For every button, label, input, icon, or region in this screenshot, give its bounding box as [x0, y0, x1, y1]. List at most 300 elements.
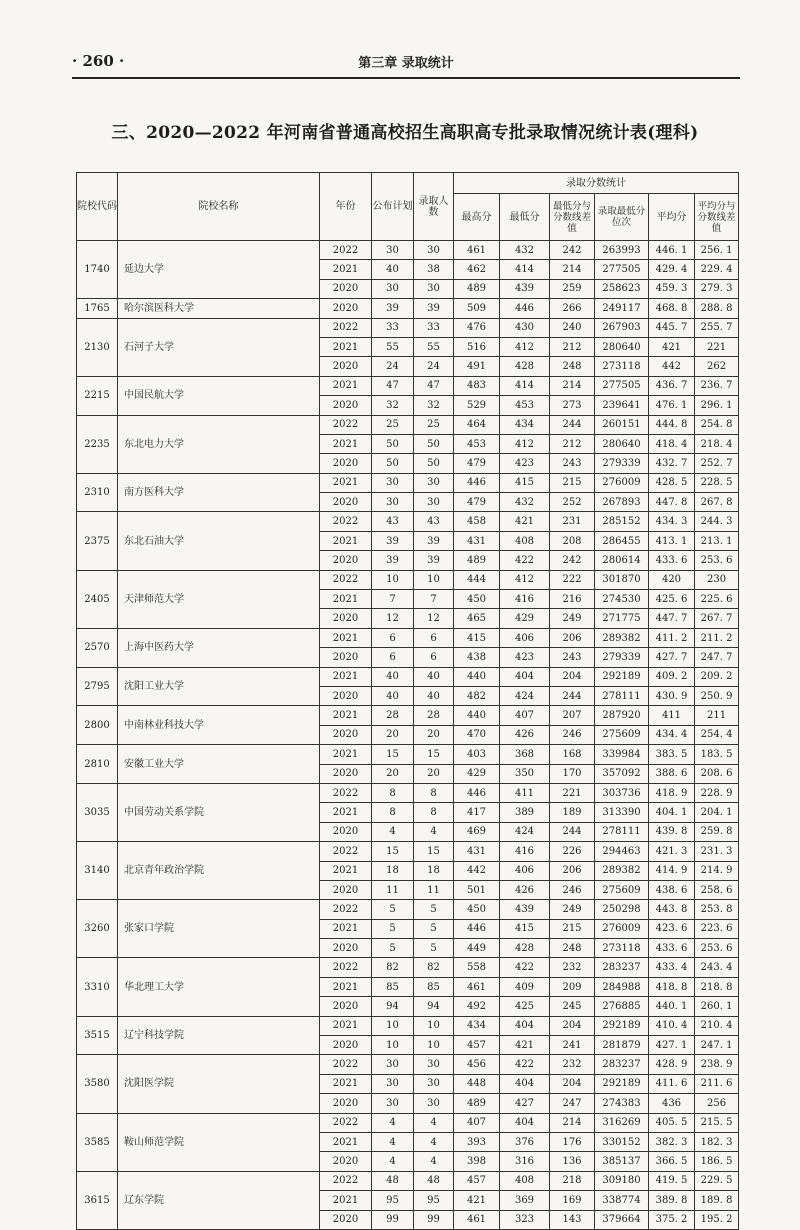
- cell-year: 2021: [320, 1132, 372, 1151]
- cell-avg-diff: 255. 7: [695, 318, 739, 337]
- cell-plan: 39: [372, 299, 414, 318]
- cell-min: 415: [500, 919, 550, 938]
- cell-min: 422: [500, 1055, 550, 1074]
- cell-year: 2021: [320, 1191, 372, 1210]
- cell-min: 368: [500, 745, 550, 764]
- cell-rank: 289382: [595, 628, 649, 647]
- cell-rank: 267903: [595, 318, 649, 337]
- cell-min-diff: 204: [550, 1074, 595, 1093]
- cell-year: 2022: [320, 1113, 372, 1132]
- table-body: [77, 241, 739, 1230]
- cell-admit: 33: [414, 318, 454, 337]
- table-row: [77, 745, 739, 764]
- cell-plan: 99: [372, 1210, 414, 1229]
- cell-year: 2022: [320, 415, 372, 434]
- cell-min-diff: 231: [550, 512, 595, 531]
- cell-max: 398: [454, 1152, 500, 1171]
- cell-plan: 30: [372, 473, 414, 492]
- cell-admit: 39: [414, 299, 454, 318]
- cell-admit: 48: [414, 1171, 454, 1190]
- cell-avg: 418. 8: [649, 977, 695, 996]
- cell-min-diff: 244: [550, 415, 595, 434]
- cell-avg-diff: 211. 6: [695, 1074, 739, 1093]
- cell-avg: 411. 6: [649, 1074, 695, 1093]
- cell-min: 426: [500, 880, 550, 899]
- school-code: 2130: [77, 318, 118, 376]
- cell-max: 431: [454, 842, 500, 861]
- cell-plan: 6: [372, 648, 414, 667]
- cell-admit: 38: [414, 260, 454, 279]
- cell-plan: 40: [372, 686, 414, 705]
- cell-avg: 410. 4: [649, 1016, 695, 1035]
- cell-avg-diff: 260. 1: [695, 997, 739, 1016]
- cell-avg: 433. 4: [649, 958, 695, 977]
- cell-admit: 15: [414, 842, 454, 861]
- table-row: [77, 415, 739, 434]
- cell-admit: 4: [414, 1113, 454, 1132]
- cell-max: 444: [454, 570, 500, 589]
- cell-rank: 260151: [595, 415, 649, 434]
- cell-avg-diff: 267. 8: [695, 493, 739, 512]
- cell-avg: 444. 8: [649, 415, 695, 434]
- school-code: 3035: [77, 783, 118, 841]
- cell-rank: 281879: [595, 1036, 649, 1055]
- cell-rank: 271775: [595, 609, 649, 628]
- cell-rank: 273118: [595, 357, 649, 376]
- cell-min: 408: [500, 531, 550, 550]
- cell-avg-diff: 186. 5: [695, 1152, 739, 1171]
- cell-max: 479: [454, 454, 500, 473]
- cell-avg: 405. 5: [649, 1113, 695, 1132]
- school-code: 2375: [77, 512, 118, 570]
- school-name: 中南林业科技大学: [118, 706, 320, 745]
- table-row: [77, 473, 739, 492]
- school-code: 2235: [77, 415, 118, 473]
- cell-rank: 339984: [595, 745, 649, 764]
- cell-avg-diff: 262: [695, 357, 739, 376]
- cell-plan: 50: [372, 454, 414, 473]
- cell-avg-diff: 228. 9: [695, 783, 739, 802]
- cell-plan: 5: [372, 919, 414, 938]
- cell-min-diff: 273: [550, 396, 595, 415]
- cell-min: 425: [500, 997, 550, 1016]
- table-row: [77, 706, 739, 725]
- school-code: 2570: [77, 628, 118, 667]
- cell-min-diff: 242: [550, 241, 595, 260]
- cell-rank: 277505: [595, 376, 649, 395]
- cell-min-diff: 241: [550, 1036, 595, 1055]
- cell-admit: 5: [414, 900, 454, 919]
- cell-avg: 447. 7: [649, 609, 695, 628]
- cell-max: 449: [454, 939, 500, 958]
- table-row: [77, 299, 739, 318]
- cell-year: 2020: [320, 764, 372, 783]
- school-code: 3580: [77, 1055, 118, 1113]
- cell-rank: 338774: [595, 1191, 649, 1210]
- cell-min-diff: 204: [550, 667, 595, 686]
- cell-admit: 30: [414, 493, 454, 512]
- cell-min-diff: 222: [550, 570, 595, 589]
- cell-min: 421: [500, 512, 550, 531]
- cell-plan: 24: [372, 357, 414, 376]
- cell-admit: 30: [414, 473, 454, 492]
- cell-avg-diff: 210. 4: [695, 1016, 739, 1035]
- cell-max: 529: [454, 396, 500, 415]
- cell-rank: 285152: [595, 512, 649, 531]
- col-header-min-rank: 录取最低分位次: [595, 194, 649, 241]
- cell-admit: 39: [414, 531, 454, 550]
- cell-admit: 30: [414, 1074, 454, 1093]
- school-name: 东北电力大学: [118, 415, 320, 473]
- cell-avg-diff: 218. 8: [695, 977, 739, 996]
- cell-plan: 32: [372, 396, 414, 415]
- cell-avg: 411: [649, 706, 695, 725]
- cell-min: 323: [500, 1210, 550, 1229]
- cell-rank: 239641: [595, 396, 649, 415]
- cell-rank: 294463: [595, 842, 649, 861]
- cell-plan: 82: [372, 958, 414, 977]
- cell-year: 2021: [320, 919, 372, 938]
- school-name: 南方医科大学: [118, 473, 320, 512]
- cell-plan: 12: [372, 609, 414, 628]
- cell-min-diff: 247: [550, 1094, 595, 1113]
- cell-min-diff: 244: [550, 822, 595, 841]
- cell-avg: 414. 9: [649, 861, 695, 880]
- cell-admit: 8: [414, 803, 454, 822]
- table-row: [77, 512, 739, 531]
- cell-admit: 85: [414, 977, 454, 996]
- cell-min: 404: [500, 1113, 550, 1132]
- cell-max: 464: [454, 415, 500, 434]
- cell-min-diff: 221: [550, 783, 595, 802]
- cell-avg-diff: 209. 2: [695, 667, 739, 686]
- cell-avg-diff: 253. 6: [695, 551, 739, 570]
- cell-plan: 6: [372, 628, 414, 647]
- cell-avg-diff: 214. 9: [695, 861, 739, 880]
- cell-min: 423: [500, 648, 550, 667]
- school-name: 沈阳医学院: [118, 1055, 320, 1113]
- cell-max: 450: [454, 590, 500, 609]
- cell-plan: 20: [372, 764, 414, 783]
- cell-min-diff: 215: [550, 919, 595, 938]
- cell-admit: 24: [414, 357, 454, 376]
- cell-plan: 4: [372, 1152, 414, 1171]
- cell-min-diff: 266: [550, 299, 595, 318]
- cell-max: 492: [454, 997, 500, 1016]
- cell-max: 458: [454, 512, 500, 531]
- cell-max: 461: [454, 977, 500, 996]
- cell-year: 2022: [320, 318, 372, 337]
- cell-min: 412: [500, 434, 550, 453]
- cell-plan: 4: [372, 1113, 414, 1132]
- cell-plan: 10: [372, 570, 414, 589]
- cell-avg: 419. 5: [649, 1171, 695, 1190]
- cell-rank: 276009: [595, 473, 649, 492]
- cell-min-diff: 189: [550, 803, 595, 822]
- cell-max: 483: [454, 376, 500, 395]
- school-name: 天津师范大学: [118, 570, 320, 628]
- cell-year: 2020: [320, 822, 372, 841]
- cell-admit: 32: [414, 396, 454, 415]
- cell-min-diff: 245: [550, 997, 595, 1016]
- school-name: 辽东学院: [118, 1171, 320, 1229]
- cell-min-diff: 243: [550, 648, 595, 667]
- school-code: 3515: [77, 1016, 118, 1055]
- cell-min: 350: [500, 764, 550, 783]
- cell-avg: 411. 2: [649, 628, 695, 647]
- cell-admit: 50: [414, 434, 454, 453]
- school-code: 3615: [77, 1171, 118, 1229]
- cell-admit: 82: [414, 958, 454, 977]
- cell-avg: 421: [649, 337, 695, 356]
- cell-plan: 15: [372, 745, 414, 764]
- page-number: · 260 ·: [72, 52, 125, 70]
- cell-min: 432: [500, 241, 550, 260]
- cell-rank: 292189: [595, 1074, 649, 1093]
- cell-plan: 33: [372, 318, 414, 337]
- cell-min-diff: 143: [550, 1210, 595, 1229]
- table-row: [77, 958, 739, 977]
- cell-avg-diff: 243. 4: [695, 958, 739, 977]
- cell-min: 408: [500, 1171, 550, 1190]
- cell-admit: 4: [414, 1132, 454, 1151]
- cell-min: 412: [500, 337, 550, 356]
- cell-admit: 7: [414, 590, 454, 609]
- school-name: 辽宁科技学院: [118, 1016, 320, 1055]
- school-code: 1765: [77, 299, 118, 318]
- cell-max: 407: [454, 1113, 500, 1132]
- cell-rank: 258623: [595, 279, 649, 298]
- cell-year: 2020: [320, 454, 372, 473]
- cell-max: 431: [454, 531, 500, 550]
- cell-avg: 382. 3: [649, 1132, 695, 1151]
- cell-admit: 94: [414, 997, 454, 1016]
- cell-plan: 30: [372, 1094, 414, 1113]
- cell-min-diff: 218: [550, 1171, 595, 1190]
- cell-max: 489: [454, 1094, 500, 1113]
- school-code: 2405: [77, 570, 118, 628]
- cell-min: 404: [500, 1074, 550, 1093]
- cell-avg: 425. 6: [649, 590, 695, 609]
- cell-rank: 277505: [595, 260, 649, 279]
- cell-avg: 421. 3: [649, 842, 695, 861]
- cell-max: 461: [454, 241, 500, 260]
- cell-admit: 4: [414, 1152, 454, 1171]
- cell-plan: 85: [372, 977, 414, 996]
- cell-min-diff: 246: [550, 880, 595, 899]
- cell-min: 414: [500, 260, 550, 279]
- cell-year: 2020: [320, 997, 372, 1016]
- cell-year: 2020: [320, 1094, 372, 1113]
- cell-year: 2021: [320, 531, 372, 550]
- school-code: 3140: [77, 842, 118, 900]
- cell-min: 406: [500, 628, 550, 647]
- school-name: 安徽工业大学: [118, 745, 320, 784]
- cell-plan: 30: [372, 279, 414, 298]
- cell-min-diff: 226: [550, 842, 595, 861]
- school-name: 哈尔滨医科大学: [118, 299, 320, 318]
- cell-max: 415: [454, 628, 500, 647]
- cell-year: 2020: [320, 299, 372, 318]
- cell-min: 423: [500, 454, 550, 473]
- cell-max: 446: [454, 919, 500, 938]
- cell-avg: 440. 1: [649, 997, 695, 1016]
- cell-rank: 303736: [595, 783, 649, 802]
- cell-rank: 292189: [595, 1016, 649, 1035]
- cell-avg-diff: 258. 6: [695, 880, 739, 899]
- cell-year: 2021: [320, 977, 372, 996]
- cell-max: 516: [454, 337, 500, 356]
- cell-admit: 99: [414, 1210, 454, 1229]
- cell-admit: 12: [414, 609, 454, 628]
- cell-min-diff: 214: [550, 376, 595, 395]
- cell-rank: 267893: [595, 493, 649, 512]
- cell-max: 558: [454, 958, 500, 977]
- cell-min-diff: 252: [550, 493, 595, 512]
- cell-year: 2021: [320, 706, 372, 725]
- table-row: [77, 1016, 739, 1035]
- cell-admit: 6: [414, 648, 454, 667]
- cell-min-diff: 240: [550, 318, 595, 337]
- school-name: 中国劳动关系学院: [118, 783, 320, 841]
- cell-rank: 357092: [595, 764, 649, 783]
- cell-rank: 289382: [595, 861, 649, 880]
- cell-max: 465: [454, 609, 500, 628]
- cell-plan: 5: [372, 900, 414, 919]
- header-rule: [72, 77, 740, 79]
- cell-admit: 30: [414, 279, 454, 298]
- cell-min-diff: 168: [550, 745, 595, 764]
- cell-min-diff: 259: [550, 279, 595, 298]
- cell-plan: 5: [372, 939, 414, 958]
- cell-plan: 48: [372, 1171, 414, 1190]
- cell-min-diff: 209: [550, 977, 595, 996]
- cell-avg: 433. 6: [649, 939, 695, 958]
- cell-year: 2020: [320, 725, 372, 744]
- cell-avg: 428. 9: [649, 1055, 695, 1074]
- cell-max: 448: [454, 1074, 500, 1093]
- cell-year: 2021: [320, 745, 372, 764]
- cell-avg: 459. 3: [649, 279, 695, 298]
- cell-plan: 40: [372, 260, 414, 279]
- cell-avg-diff: 189. 8: [695, 1191, 739, 1210]
- cell-min: 411: [500, 783, 550, 802]
- cell-max: 446: [454, 473, 500, 492]
- cell-avg-diff: 229. 4: [695, 260, 739, 279]
- cell-max: 476: [454, 318, 500, 337]
- cell-plan: 50: [372, 434, 414, 453]
- cell-min: 409: [500, 977, 550, 996]
- school-name: 华北理工大学: [118, 958, 320, 1016]
- cell-avg: 438. 6: [649, 880, 695, 899]
- cell-avg: 383. 5: [649, 745, 695, 764]
- cell-year: 2020: [320, 493, 372, 512]
- cell-avg-diff: 215. 5: [695, 1113, 739, 1132]
- cell-avg-diff: 256. 1: [695, 241, 739, 260]
- cell-min: 439: [500, 900, 550, 919]
- cell-avg-diff: 230: [695, 570, 739, 589]
- cell-plan: 10: [372, 1016, 414, 1035]
- cell-avg-diff: 288. 8: [695, 299, 739, 318]
- cell-min: 406: [500, 861, 550, 880]
- cell-year: 2022: [320, 1171, 372, 1190]
- cell-max: 434: [454, 1016, 500, 1035]
- cell-min: 439: [500, 279, 550, 298]
- cell-year: 2020: [320, 648, 372, 667]
- cell-min-diff: 212: [550, 434, 595, 453]
- cell-rank: 280640: [595, 337, 649, 356]
- cell-avg-diff: 247. 1: [695, 1036, 739, 1055]
- cell-rank: 283237: [595, 1055, 649, 1074]
- cell-min-diff: 216: [550, 590, 595, 609]
- cell-year: 2022: [320, 958, 372, 977]
- cell-avg-diff: 204. 1: [695, 803, 739, 822]
- cell-min: 424: [500, 822, 550, 841]
- cell-avg-diff: 253. 8: [695, 900, 739, 919]
- cell-avg: 468. 8: [649, 299, 695, 318]
- cell-rank: 276009: [595, 919, 649, 938]
- cell-max: 509: [454, 299, 500, 318]
- school-name: 张家口学院: [118, 900, 320, 958]
- cell-plan: 20: [372, 725, 414, 744]
- cell-rank: 316269: [595, 1113, 649, 1132]
- cell-min: 316: [500, 1152, 550, 1171]
- cell-min: 389: [500, 803, 550, 822]
- cell-min: 369: [500, 1191, 550, 1210]
- cell-avg: 389. 8: [649, 1191, 695, 1210]
- cell-avg-diff: 183. 5: [695, 745, 739, 764]
- cell-min-diff: 249: [550, 900, 595, 919]
- cell-admit: 10: [414, 1036, 454, 1055]
- cell-avg-diff: 228. 5: [695, 473, 739, 492]
- cell-min: 416: [500, 842, 550, 861]
- cell-rank: 301870: [595, 570, 649, 589]
- cell-admit: 10: [414, 570, 454, 589]
- cell-min-diff: 136: [550, 1152, 595, 1171]
- cell-year: 2020: [320, 609, 372, 628]
- cell-max: 491: [454, 357, 500, 376]
- school-name: 石河子大学: [118, 318, 320, 376]
- school-code: 2810: [77, 745, 118, 784]
- table-row: [77, 376, 739, 395]
- cell-min: 427: [500, 1094, 550, 1113]
- cell-year: 2020: [320, 1036, 372, 1055]
- cell-year: 2020: [320, 880, 372, 899]
- cell-admit: 95: [414, 1191, 454, 1210]
- cell-year: 2022: [320, 570, 372, 589]
- cell-min: 412: [500, 570, 550, 589]
- cell-avg-diff: 229. 5: [695, 1171, 739, 1190]
- cell-min-diff: 244: [550, 686, 595, 705]
- cell-min: 428: [500, 939, 550, 958]
- cell-plan: 94: [372, 997, 414, 1016]
- cell-plan: 55: [372, 337, 414, 356]
- cell-avg: 432. 7: [649, 454, 695, 473]
- cell-admit: 10: [414, 1016, 454, 1035]
- cell-year: 2021: [320, 1074, 372, 1093]
- cell-min-diff: 215: [550, 473, 595, 492]
- col-header-avg-diff: 平均分与分数线差值: [695, 194, 739, 241]
- cell-admit: 20: [414, 764, 454, 783]
- cell-max: 453: [454, 434, 500, 453]
- table-title: 三、2020—2022 年河南省普通高校招生高职高专批录取情况统计表(理科): [111, 123, 699, 143]
- cell-max: 446: [454, 783, 500, 802]
- cell-admit: 55: [414, 337, 454, 356]
- cell-max: 479: [454, 493, 500, 512]
- table-row: [77, 900, 739, 919]
- cell-rank: 284988: [595, 977, 649, 996]
- cell-plan: 30: [372, 493, 414, 512]
